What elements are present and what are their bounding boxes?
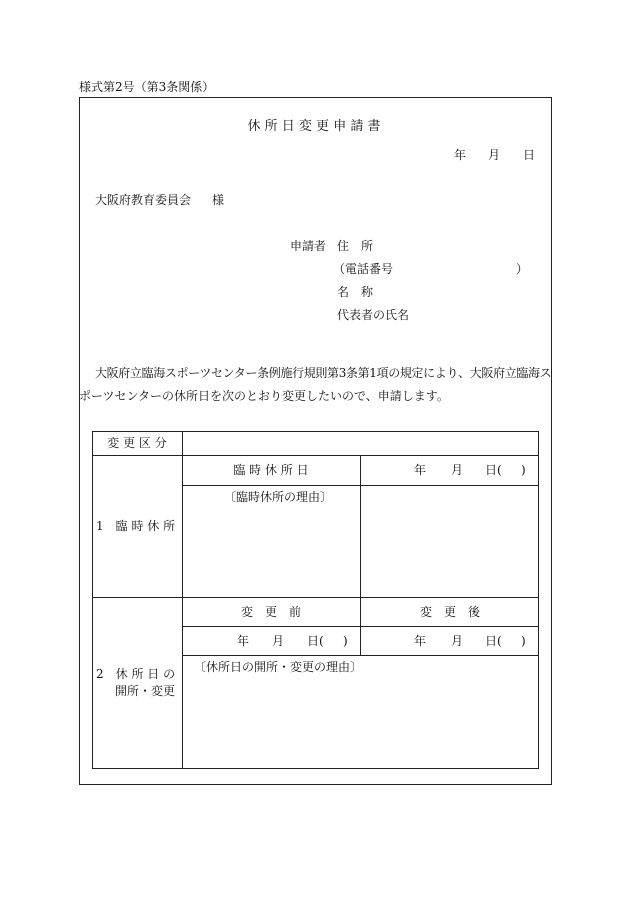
after-year: 年 <box>414 634 427 648</box>
temp-closure-day-label: 臨 時 休 所 日 <box>233 463 309 477</box>
after-change-label: 変 更 後 <box>419 605 481 619</box>
representative-label: 代表者の氏名 <box>337 308 410 322</box>
column-divider <box>360 455 361 597</box>
opening-change-reason-label: 〔休所日の開所・変更の理由〕 <box>194 660 363 674</box>
table-border <box>92 431 539 769</box>
column-divider <box>360 597 361 655</box>
date-month-label: 月 <box>488 148 501 162</box>
applicant-label: 申請者 <box>290 239 327 253</box>
after-month: 月 <box>451 634 464 648</box>
change-category-label: 変 更 区 分 <box>107 436 167 450</box>
body-text-line-1: 大阪府立臨海スポーツセンター条例施行規則第3条第1項の規定により、大阪府立臨海ス <box>95 366 552 380</box>
section1-label: 1 臨 時 休 所 <box>96 519 176 533</box>
body-text-line-2: ポーツセンターの休所日を次のとおり変更したいので、申請します。 <box>79 389 449 403</box>
before-paren-close: ) <box>343 634 348 648</box>
date-year-label: 年 <box>454 148 467 162</box>
temp-closure-paren-close: ) <box>521 463 526 477</box>
temp-closure-day: 日( <box>485 463 502 477</box>
before-day: 日( <box>307 634 324 648</box>
row-divider <box>92 455 539 456</box>
date-day-label: 日 <box>523 148 536 162</box>
name-label: 名 称 <box>337 285 374 299</box>
section2-label-line-2: 開所・変更 <box>115 684 176 698</box>
before-month: 月 <box>272 634 285 648</box>
temp-closure-month: 月 <box>451 463 464 477</box>
document-title: 休 所 日 変 更 申 請 書 <box>247 119 381 134</box>
after-day: 日( <box>485 634 502 648</box>
before-change-label: 変 更 前 <box>240 605 302 619</box>
temp-closure-year: 年 <box>414 463 427 477</box>
form-number-label: 様式第2号（第3条関係） <box>79 80 215 94</box>
phone-close: ） <box>516 262 529 276</box>
row-divider <box>182 655 539 656</box>
row-divider <box>92 597 539 598</box>
section2-label-line-1: 2 休 所 日 の <box>96 667 176 681</box>
phone-label: （電話番号 <box>333 262 394 276</box>
address-label: 住 所 <box>337 239 374 253</box>
column-divider <box>182 431 183 769</box>
before-year: 年 <box>237 634 250 648</box>
addressee-name: 大阪府教育委員会 <box>95 193 192 207</box>
addressee-honorific: 様 <box>212 193 225 207</box>
temp-closure-reason-label: 〔臨時休所の理由〕 <box>224 490 333 504</box>
after-paren-close: ) <box>521 634 526 648</box>
